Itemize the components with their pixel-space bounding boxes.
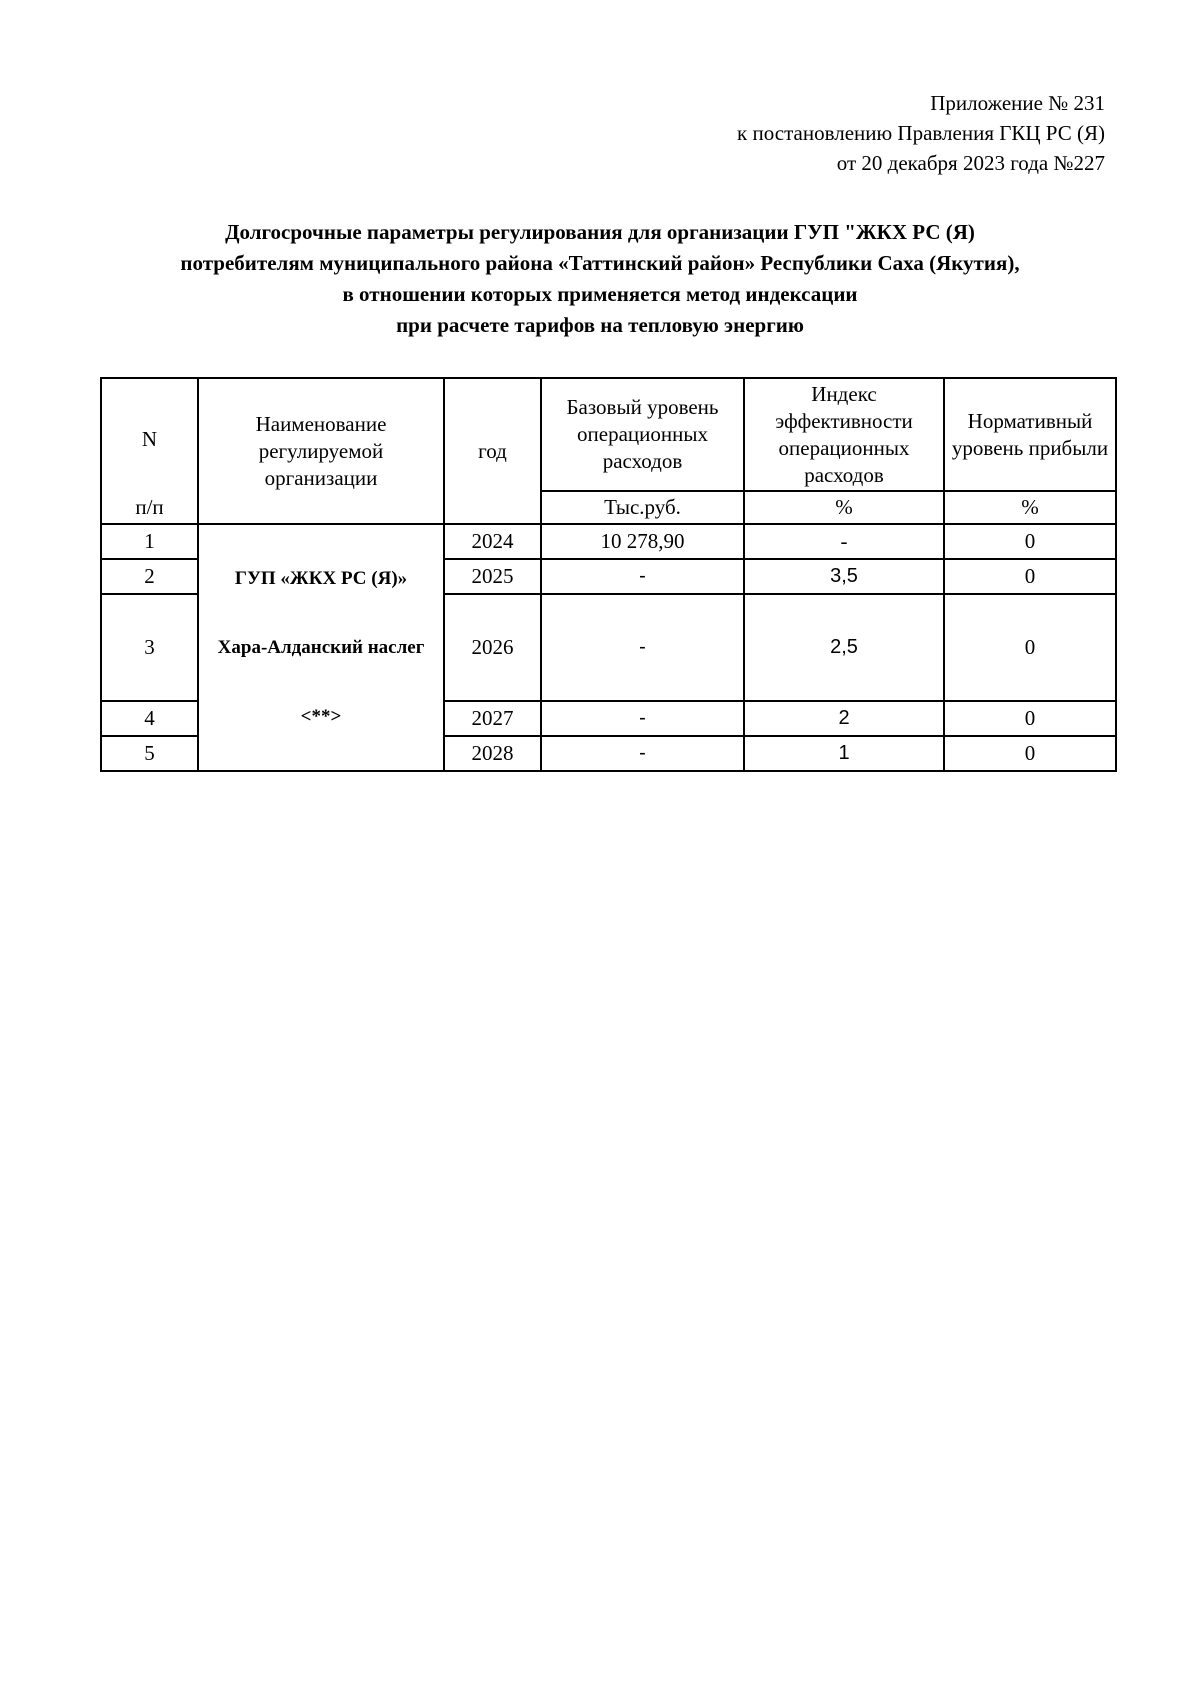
row-efficiency-index: 1 <box>744 736 944 771</box>
row-efficiency-index: - <box>744 524 944 559</box>
row-year: 2025 <box>444 559 541 594</box>
organization-note: <**> <box>300 706 342 727</box>
appendix-number: Приложение № 231 <box>930 91 1105 115</box>
row-base-costs: 10 278,90 <box>541 524 744 559</box>
organization-location: Хара-Алданский наслег <box>217 637 425 658</box>
organization-name: ГУП «ЖКХ РС (Я)» <box>234 568 408 589</box>
unit-base-costs: Тыс.руб. <box>541 491 744 524</box>
unit-efficiency-index: % <box>744 491 944 524</box>
row-efficiency-index: 3,5 <box>744 559 944 594</box>
title-line-4: при расчете тарифов на тепловую энергию <box>396 313 804 337</box>
table-row <box>101 524 1116 559</box>
header-year: год <box>444 378 541 524</box>
row-number: 3 <box>101 594 198 701</box>
row-year: 2024 <box>444 524 541 559</box>
row-base-costs: - <box>541 736 744 771</box>
document-header <box>737 88 1105 178</box>
row-profit-level: 0 <box>944 594 1116 701</box>
row-profit-level: 0 <box>944 701 1116 736</box>
resolution-reference: к постановлению Правления ГКЦ РС (Я) <box>737 121 1105 145</box>
row-year: 2026 <box>444 594 541 701</box>
row-base-costs: - <box>541 701 744 736</box>
header-base-costs: Базовый уровень операционных расходов <box>541 378 744 491</box>
header-efficiency-index: Индекс эффективности операционных расходов <box>744 378 944 491</box>
row-profit-level: 0 <box>944 736 1116 771</box>
title-line-3: в отношении которых применяется метод индексации <box>342 282 858 306</box>
table-header-row <box>101 378 1116 491</box>
row-profit-level: 0 <box>944 524 1116 559</box>
row-base-costs: - <box>541 559 744 594</box>
organization-cell <box>198 524 444 771</box>
row-number: 5 <box>101 736 198 771</box>
title-line-1: Долгосрочные параметры регулирования для организации ГУП "ЖКХ РС (Я) <box>225 220 975 244</box>
header-n-bottom: п/п <box>101 491 198 524</box>
document-title <box>60 217 1140 341</box>
header-n-top: N <box>101 378 198 491</box>
row-year: 2028 <box>444 736 541 771</box>
row-number: 2 <box>101 559 198 594</box>
regulation-parameters-table <box>100 377 1117 772</box>
unit-profit-level: % <box>944 491 1116 524</box>
row-efficiency-index: 2,5 <box>744 594 944 701</box>
resolution-date: от 20 декабря 2023 года №227 <box>836 151 1105 175</box>
header-profit-level: Нормативный уровень прибыли <box>944 378 1116 491</box>
row-number: 1 <box>101 524 198 559</box>
row-base-costs: - <box>541 594 744 701</box>
row-year: 2027 <box>444 701 541 736</box>
row-efficiency-index: 2 <box>744 701 944 736</box>
row-number: 4 <box>101 701 198 736</box>
title-line-2: потребителям муниципального района «Таттинский район» Республики Саха (Якутия), <box>180 251 1020 275</box>
row-profit-level: 0 <box>944 559 1116 594</box>
header-org-name: Наименование регулируемой организации <box>198 378 444 524</box>
